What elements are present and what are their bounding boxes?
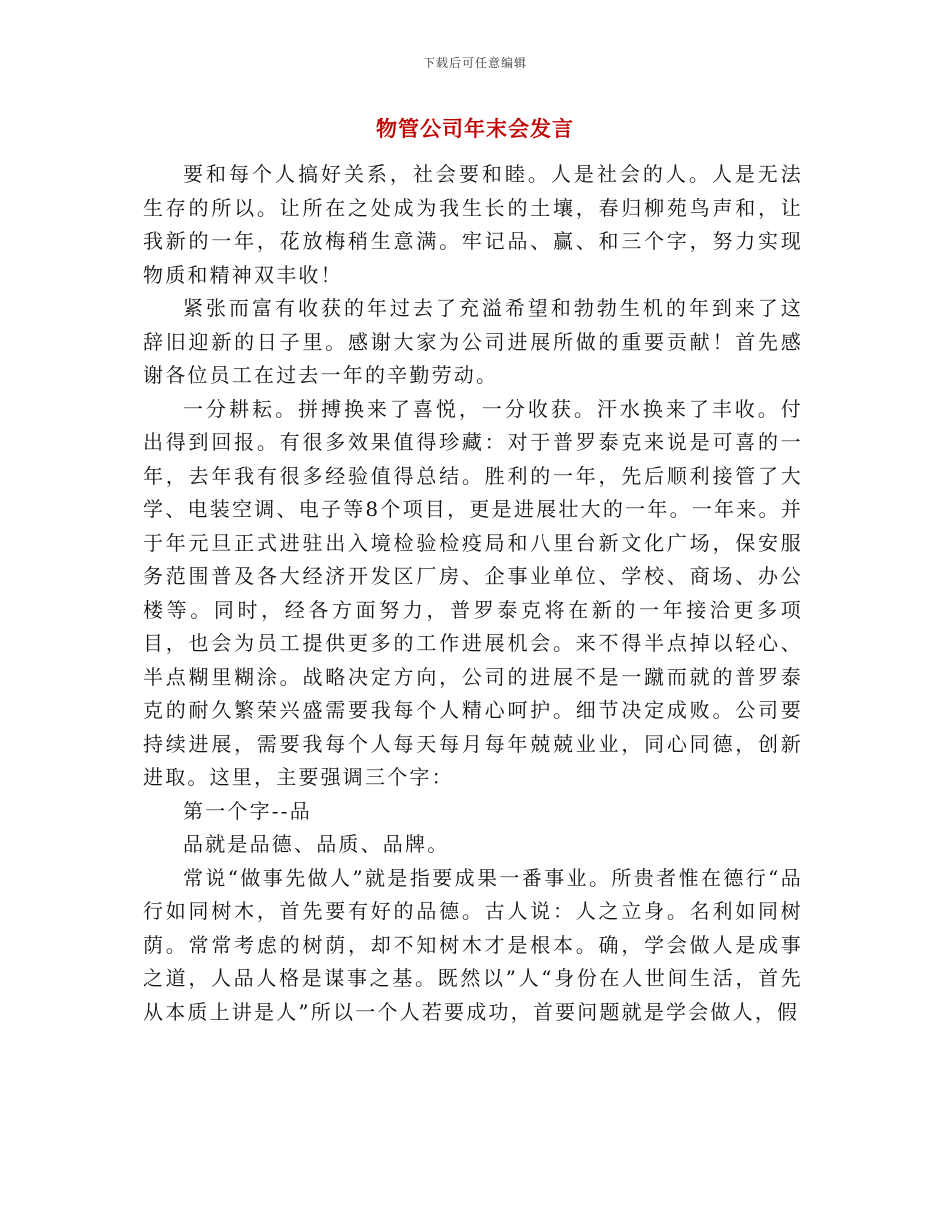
paragraph: 品就是品德、品质、品牌。	[183, 832, 450, 856]
paragraph: 紧张而富有收获的年过去了充溢希望和勃勃生机的年到来了这辞旧迎新的日子里。感谢大家为公司进展所做的重要贡献！首先感谢各位员工在过去一年的辛勤劳动。	[143, 296, 803, 387]
document-body	[143, 158, 803, 1029]
paragraph: 常说“做事先做人”就是指要成果一番事业。所贵者惟在德行“品行如同树木，首先要有好的品德。古人说：人之立身。名利如同树荫。常常考虑的树荫，却不知树木才是根本。确，学会做人是成事之道，人品人格是谋事之基。既然以”人“身份在人世间生活，首先从本质上讲是人”所以一个人若要成功，首要问题就是学会做人，假	[143, 865, 803, 1024]
paragraph: 要和每个人搞好关系，社会要和睦。人是社会的人。人是无法生存的所以。让所在之处成为我生长的土壤，春归柳苑鸟声和，让我新的一年，花放梅稍生意满。牢记品、赢、和三个字，努力实现物质和精神双丰收！	[143, 162, 803, 287]
paragraph: 一分耕耘。拼搏换来了喜悦，一分收获。汗水换来了丰收。付出得到回报。有很多效果值得珍藏：对于普罗泰克来说是可喜的一年，去年我有很多经验值得总结。胜利的一年，先后顺利接管了大学、电装空调、电子等8个项目，更是进展壮大的一年。一年来。并于年元旦正式进驻出入境检验检疫局和八里台新文化广场，保安服务范围普及各大经济开发区厂房、企事业单位、学校、商场、办公楼等。同时，经各方面努力，普罗泰克将在新的一年接洽更多项目，也会为员工提供更多的工作进展机会。来不得半点掉以轻心、半点糊里糊涂。战略决定方向，公司的进展不是一蹴而就的普罗泰克的耐久繁荣兴盛需要我每个人精心呵护。细节决定成败。公司要持续进展，需要我每个人每天每月每年兢兢业业，同心同德，创新进取。这里，主要强调三个字：	[143, 396, 803, 789]
section-heading: 第一个字--品	[183, 798, 312, 823]
page-header-caption: 下载后可任意编辑	[422, 56, 527, 70]
document-title: 物管公司年末会发言	[376, 116, 574, 141]
